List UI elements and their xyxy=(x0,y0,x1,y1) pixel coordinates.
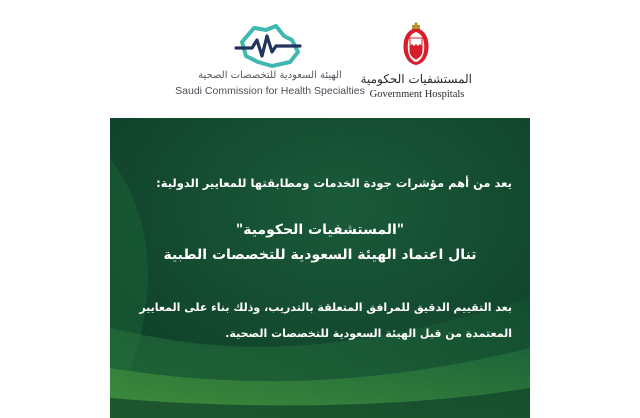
body-line-1: بعد التقييم الدقيق للمرافق المتعلقة بالتدريب، وذلك بناء على المعايير xyxy=(139,301,512,314)
bahrain-crest-icon xyxy=(400,22,432,66)
headline-line-1: "المستشفيات الحكومية" xyxy=(235,222,405,238)
announcement-panel xyxy=(110,118,530,418)
scfhs-logo xyxy=(170,18,370,102)
intro-line: يعد من أهم مؤشرات جودة الخدمات ومطابقتها للمعايير الدولية: xyxy=(156,176,512,190)
announcement-text xyxy=(110,118,530,418)
body-line-2: المعتمدة من قبل الهيئة السعودية للتخصصات الصحية. xyxy=(225,327,512,340)
government-hospitals-logo xyxy=(362,18,472,102)
gh-name-english: Government Hospitals xyxy=(369,89,465,100)
gh-name-arabic: المستشفيات الحكومية xyxy=(360,72,472,86)
scfhs-name-english: Saudi Commission for Health Specialties xyxy=(175,85,365,97)
scfhs-name-arabic: الهيئة السعودية للتخصصات الصحية xyxy=(198,70,342,81)
headline-line-2: تنال اعتماد الهيئة السعودية للتخصصات الطبية xyxy=(163,247,477,263)
saudi-map-heartbeat-icon xyxy=(232,22,304,68)
